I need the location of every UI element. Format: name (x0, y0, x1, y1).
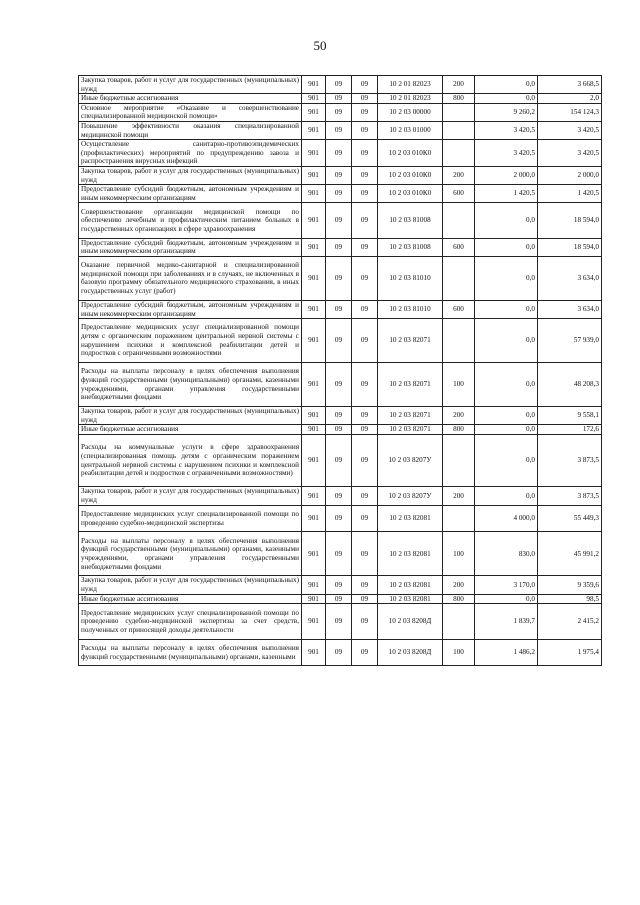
row-name-cell: Оказание первичной медико-санитарной и специализированной медицинской помощи при заболеваниях и в случаях, не включенных в базовую программу обязательного медицинского страхования, в иных государственных услуг (работ) (79, 256, 302, 300)
row-value-1-cell: 0,0 (475, 203, 538, 238)
row-value-1-cell: 2 000,0 (475, 166, 538, 184)
row-value-1-cell: 0,0 (475, 487, 538, 505)
row-name-cell: Расходы на выплаты персоналу в целях обеспечения выполнения функций государственными (муниципальными) органами, казенными учреждениями, органами управления государственными внебюджетными фондами (79, 363, 302, 407)
row-expense-type-cell: 200 (443, 166, 475, 184)
row-subsection-cell: 09 (352, 121, 378, 139)
row-value-2-cell: 9 558,1 (538, 407, 602, 425)
row-name-cell: Закупка товаров, работ и услуг для государственных (муниципальных) нужд (79, 487, 302, 505)
row-name-cell: Закупка товаров, работ и услуг для государственных (муниципальных) нужд (79, 407, 302, 425)
row-value-1-cell: 0,0 (475, 256, 538, 300)
row-name-cell: Закупка товаров, работ и услуг для государственных (муниципальных) нужд (79, 76, 302, 94)
row-expense-type-cell (443, 505, 475, 532)
row-section-cell: 09 (326, 76, 352, 94)
row-target-article-cell: 10 2 03 8207У (378, 487, 443, 505)
row-grbs-cell: 901 (302, 363, 326, 407)
row-value-1-cell: 9 260,2 (475, 103, 538, 121)
row-value-1-cell: 0,0 (475, 434, 538, 487)
row-value-2-cell: 48 208,3 (538, 363, 602, 407)
row-subsection-cell: 09 (352, 594, 378, 604)
row-section-cell: 09 (326, 121, 352, 139)
row-value-2-cell: 2 000,0 (538, 166, 602, 184)
row-grbs-cell: 901 (302, 604, 326, 639)
row-target-article-cell: 10 2 03 010К0 (378, 140, 443, 167)
row-section-cell: 09 (326, 639, 352, 666)
row-value-2-cell: 3 634,0 (538, 300, 602, 318)
row-subsection-cell: 09 (352, 425, 378, 435)
row-grbs-cell: 901 (302, 203, 326, 238)
row-subsection-cell: 09 (352, 407, 378, 425)
row-value-1-cell: 0,0 (475, 94, 538, 104)
row-expense-type-cell: 800 (443, 594, 475, 604)
row-grbs-cell: 901 (302, 594, 326, 604)
row-target-article-cell: 10 2 03 8208Д (378, 604, 443, 639)
row-expense-type-cell (443, 203, 475, 238)
table-row (79, 238, 602, 256)
row-subsection-cell: 09 (352, 604, 378, 639)
row-section-cell: 09 (326, 505, 352, 532)
budget-table (78, 75, 602, 666)
table-row (79, 505, 602, 532)
row-expense-type-cell: 600 (443, 238, 475, 256)
row-target-article-cell: 10 2 03 82081 (378, 505, 443, 532)
table-row (79, 594, 602, 604)
row-name-cell: Иные бюджетные ассигнования (79, 425, 302, 435)
row-grbs-cell: 901 (302, 434, 326, 487)
row-name-cell: Осуществление санитарно-противоэпидемических (профилактических) мероприятий по предупреждению завоза и распространения вирусных инфекций (79, 140, 302, 167)
table-row (79, 140, 602, 167)
row-name-cell: Закупка товаров, работ и услуг для государственных (муниципальных) нужд (79, 166, 302, 184)
row-target-article-cell: 10 2 03 82071 (378, 319, 443, 363)
row-value-2-cell: 18 594,0 (538, 203, 602, 238)
row-name-cell: Иные бюджетные ассигнования (79, 594, 302, 604)
row-expense-type-cell: 200 (443, 407, 475, 425)
row-name-cell: Расходы на коммунальные услуги в сфере здравоохранения (специализированная помощь детям с органическим поражением центральной нервной системы с нарушением психики и комплексной реабилитации детей и подростков с ограниченными возможностями) (79, 434, 302, 487)
row-value-1-cell: 1 420,5 (475, 185, 538, 203)
row-name-cell: Иные бюджетные ассигнования (79, 94, 302, 104)
row-section-cell: 09 (326, 300, 352, 318)
row-name-cell: Расходы на выплаты персоналу в целях обеспечения выполнения функций государственными (муниципальными) органами, казенными учреждениями, органами управления государственными внебюджетными фондами (79, 532, 302, 576)
row-section-cell: 09 (326, 487, 352, 505)
row-target-article-cell: 10 2 03 010К0 (378, 166, 443, 184)
row-grbs-cell: 901 (302, 94, 326, 104)
row-name-cell: Предоставление медицинских услуг специализированной помощи по проведению судебно-медицинской экспертизы (79, 505, 302, 532)
row-name-cell: Расходы на выплаты персоналу в целях обеспечения выполнения функций государственными (муниципальными) органами, казенными (79, 639, 302, 666)
row-value-2-cell: 45 991,2 (538, 532, 602, 576)
row-value-1-cell: 0,0 (475, 300, 538, 318)
row-section-cell: 09 (326, 94, 352, 104)
row-target-article-cell: 10 2 03 01000 (378, 121, 443, 139)
row-name-cell: Закупка товаров, работ и услуг для государственных (муниципальных) нужд (79, 576, 302, 594)
row-subsection-cell: 09 (352, 363, 378, 407)
row-target-article-cell: 10 2 03 81010 (378, 256, 443, 300)
row-subsection-cell: 09 (352, 103, 378, 121)
row-expense-type-cell (443, 256, 475, 300)
row-grbs-cell: 901 (302, 319, 326, 363)
table-row (79, 94, 602, 104)
row-value-2-cell: 3 873,5 (538, 434, 602, 487)
row-grbs-cell: 901 (302, 407, 326, 425)
row-subsection-cell: 09 (352, 76, 378, 94)
row-name-cell: Совершенствование организации медицинской помощи по обеспечению лечебным и профилактическим питанием больных в государственных организациях в сфере здравоохранения (79, 203, 302, 238)
row-grbs-cell: 901 (302, 121, 326, 139)
row-subsection-cell: 09 (352, 238, 378, 256)
row-value-1-cell: 0,0 (475, 238, 538, 256)
row-value-2-cell: 3 420,5 (538, 140, 602, 167)
row-expense-type-cell: 200 (443, 576, 475, 594)
row-subsection-cell: 09 (352, 140, 378, 167)
row-value-1-cell: 4 000,0 (475, 505, 538, 532)
row-value-2-cell: 55 449,3 (538, 505, 602, 532)
row-target-article-cell: 10 2 03 81010 (378, 300, 443, 318)
row-subsection-cell: 09 (352, 576, 378, 594)
row-expense-type-cell: 800 (443, 425, 475, 435)
row-subsection-cell: 09 (352, 94, 378, 104)
row-name-cell: Основное мероприятие «Оказание и совершенствование специализированной медицинской помощи» (79, 103, 302, 121)
row-grbs-cell: 901 (302, 103, 326, 121)
row-name-cell: Предоставление субсидий бюджетным, автономным учреждениям и иным некоммерческим организациям (79, 300, 302, 318)
row-name-cell: Предоставление субсидий бюджетным, автономным учреждениям и иным некоммерческим организациям (79, 238, 302, 256)
table-row (79, 185, 602, 203)
row-name-cell: Повышение эффективности оказания специализированной медицинской помощи (79, 121, 302, 139)
row-expense-type-cell (443, 434, 475, 487)
table-body (79, 76, 602, 666)
row-section-cell: 09 (326, 140, 352, 167)
row-section-cell: 09 (326, 103, 352, 121)
row-expense-type-cell: 600 (443, 300, 475, 318)
row-grbs-cell: 901 (302, 166, 326, 184)
row-value-2-cell: 3 420,5 (538, 121, 602, 139)
row-value-1-cell: 0,0 (475, 594, 538, 604)
table-row (79, 76, 602, 94)
row-subsection-cell: 09 (352, 203, 378, 238)
row-subsection-cell: 09 (352, 639, 378, 666)
row-grbs-cell: 901 (302, 425, 326, 435)
row-section-cell: 09 (326, 256, 352, 300)
row-grbs-cell: 901 (302, 639, 326, 666)
table-row (79, 425, 602, 435)
row-section-cell: 09 (326, 604, 352, 639)
table-row (79, 487, 602, 505)
row-value-1-cell: 0,0 (475, 407, 538, 425)
row-grbs-cell: 901 (302, 256, 326, 300)
row-target-article-cell: 10 2 03 8208Д (378, 639, 443, 666)
row-grbs-cell: 901 (302, 576, 326, 594)
row-section-cell: 09 (326, 166, 352, 184)
row-section-cell: 09 (326, 238, 352, 256)
row-target-article-cell: 10 2 03 81008 (378, 238, 443, 256)
row-section-cell: 09 (326, 576, 352, 594)
row-value-1-cell: 1 839,7 (475, 604, 538, 639)
row-expense-type-cell (443, 121, 475, 139)
row-target-article-cell: 10 2 01 82023 (378, 94, 443, 104)
row-target-article-cell: 10 2 03 81008 (378, 203, 443, 238)
row-expense-type-cell: 800 (443, 94, 475, 104)
row-grbs-cell: 901 (302, 140, 326, 167)
row-section-cell: 09 (326, 203, 352, 238)
row-value-2-cell: 172,6 (538, 425, 602, 435)
row-section-cell: 09 (326, 594, 352, 604)
row-subsection-cell: 09 (352, 256, 378, 300)
row-value-1-cell: 0,0 (475, 425, 538, 435)
row-subsection-cell: 09 (352, 487, 378, 505)
row-expense-type-cell: 100 (443, 639, 475, 666)
row-value-2-cell: 3 668,5 (538, 76, 602, 94)
row-expense-type-cell (443, 319, 475, 363)
row-target-article-cell: 10 2 03 82071 (378, 407, 443, 425)
row-target-article-cell: 10 2 01 82023 (378, 76, 443, 94)
table-row (79, 256, 602, 300)
table-row (79, 103, 602, 121)
row-value-1-cell: 3 170,0 (475, 576, 538, 594)
table-row (79, 121, 602, 139)
row-target-article-cell: 10 2 03 82071 (378, 363, 443, 407)
row-grbs-cell: 901 (302, 76, 326, 94)
row-target-article-cell: 10 2 03 82081 (378, 532, 443, 576)
row-value-1-cell: 0,0 (475, 76, 538, 94)
row-value-1-cell: 0,0 (475, 363, 538, 407)
table-row (79, 576, 602, 594)
row-value-2-cell: 98,5 (538, 594, 602, 604)
table-row (79, 639, 602, 666)
row-subsection-cell: 09 (352, 319, 378, 363)
row-expense-type-cell: 100 (443, 532, 475, 576)
row-expense-type-cell: 200 (443, 76, 475, 94)
page-number: 50 (313, 38, 327, 53)
row-target-article-cell: 10 2 03 82081 (378, 594, 443, 604)
row-value-2-cell: 3 873,5 (538, 487, 602, 505)
row-grbs-cell: 901 (302, 532, 326, 576)
row-section-cell: 09 (326, 434, 352, 487)
row-value-2-cell: 154 124,3 (538, 103, 602, 121)
row-name-cell: Предоставление медицинских услуг специализированной помощи по проведению судебно-медицинской экспертизы за счет средств, полученных от приносящей доходы деятельности (79, 604, 302, 639)
row-subsection-cell: 09 (352, 434, 378, 487)
row-subsection-cell: 09 (352, 505, 378, 532)
row-section-cell: 09 (326, 532, 352, 576)
row-grbs-cell: 901 (302, 487, 326, 505)
row-name-cell: Предоставление медицинских услуг специализированной помощи детям с органическим поражением центральной нервной системы с нарушением психики и комплексной реабилитации детей и подростков с ограниченными возможностями (79, 319, 302, 363)
row-value-2-cell: 18 594,0 (538, 238, 602, 256)
row-expense-type-cell: 100 (443, 363, 475, 407)
row-expense-type-cell (443, 604, 475, 639)
row-section-cell: 09 (326, 363, 352, 407)
row-name-cell: Предоставление субсидий бюджетным, автономным учреждениям и иным некоммерческим организациям (79, 185, 302, 203)
row-grbs-cell: 901 (302, 505, 326, 532)
row-target-article-cell: 10 2 03 8207У (378, 434, 443, 487)
row-value-2-cell: 2,0 (538, 94, 602, 104)
row-value-1-cell: 0,0 (475, 319, 538, 363)
row-section-cell: 09 (326, 185, 352, 203)
row-target-article-cell: 10 2 03 00000 (378, 103, 443, 121)
row-subsection-cell: 09 (352, 300, 378, 318)
row-value-2-cell: 1 975,4 (538, 639, 602, 666)
row-subsection-cell: 09 (352, 166, 378, 184)
row-value-2-cell: 9 359,6 (538, 576, 602, 594)
row-expense-type-cell (443, 103, 475, 121)
table-row (79, 407, 602, 425)
table-row (79, 319, 602, 363)
row-target-article-cell: 10 2 03 010К0 (378, 185, 443, 203)
row-value-2-cell: 1 420,5 (538, 185, 602, 203)
row-grbs-cell: 901 (302, 300, 326, 318)
row-expense-type-cell: 200 (443, 487, 475, 505)
row-value-1-cell: 3 420,5 (475, 140, 538, 167)
row-section-cell: 09 (326, 425, 352, 435)
row-section-cell: 09 (326, 319, 352, 363)
row-expense-type-cell (443, 140, 475, 167)
table-row (79, 166, 602, 184)
row-target-article-cell: 10 2 03 82071 (378, 425, 443, 435)
row-expense-type-cell: 600 (443, 185, 475, 203)
row-section-cell: 09 (326, 407, 352, 425)
row-value-1-cell: 830,0 (475, 532, 538, 576)
row-grbs-cell: 901 (302, 185, 326, 203)
row-grbs-cell: 901 (302, 238, 326, 256)
table-row (79, 604, 602, 639)
table-row (79, 434, 602, 487)
table-row (79, 532, 602, 576)
row-value-2-cell: 57 939,0 (538, 319, 602, 363)
table-row (79, 300, 602, 318)
table-row (79, 363, 602, 407)
row-subsection-cell: 09 (352, 532, 378, 576)
row-value-1-cell: 1 486,2 (475, 639, 538, 666)
row-value-1-cell: 3 420,5 (475, 121, 538, 139)
row-value-2-cell: 2 415,2 (538, 604, 602, 639)
row-subsection-cell: 09 (352, 185, 378, 203)
row-value-2-cell: 3 634,0 (538, 256, 602, 300)
table-row (79, 203, 602, 238)
row-target-article-cell: 10 2 03 82081 (378, 576, 443, 594)
